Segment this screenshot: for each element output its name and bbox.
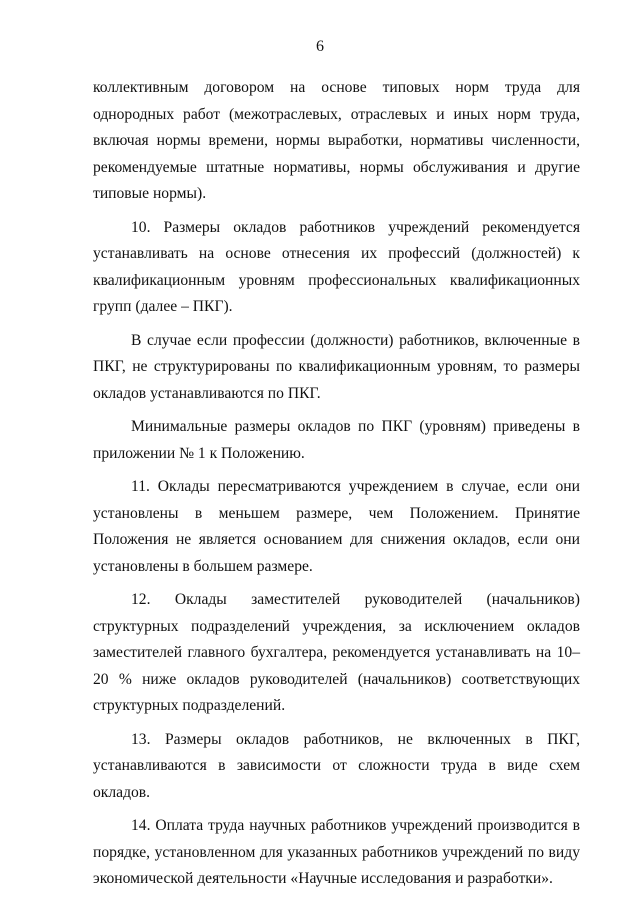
paragraph-10: 10. Размеры окладов работников учреждений рекомендуется устанавливать на основе отнесения их профессий (должностей) к квалификационным уровням профессиональных квалификационных групп (далее – ПКГ). [93,218,580,315]
paragraph-10-structure-note: В случае если профессии (должности) работников, включенные в ПКГ, не структурированы по квалификационным уровням, то размеры окладов устанавливаются по ПКГ. [93,331,580,402]
page-number: 6 [316,38,324,55]
paragraph-12: 12. Оклады заместителей руководителей (начальников) структурных подразделений учреждения, за исключением окладов заместителей главного бухгалтера, рекомендуется устанавливать на 10–20 % ниже окладов руководителей (начальников) соответствующих структурных подразделений. [93,591,580,714]
paragraph-10-appendix-ref: Минимальные размеры окладов по ПКГ (уровням) приведены в приложении № 1 к Положению. [93,418,580,462]
paragraph-13: 13. Размеры окладов работников, не включенных в ПКГ, устанавливаются в зависимости от сложности труда в виде схем окладов. [93,730,580,801]
document-body [93,75,580,900]
paragraph-14: 14. Оплата труда научных работников учреждений производится в порядке, установленном для указанных работников учреждений по виду экономической деятельности «Научные исследования и разработки». [93,817,580,887]
paragraph-11: 11. Оклады пересматриваются учреждением в случае, если они установлены в меньшем размере, чем Положением. Принятие Положения не является основанием для снижения окладов, если они установлены в большем размере. [93,478,580,575]
paragraph-continuation: коллективным договором на основе типовых норм труда для однородных работ (межотраслевых, отраслевых и иных норм труда, включая нормы времени, нормы выработки, нормативы численности, рекомендуемые штатные нормативы, нормы обслуживания и другие типовые нормы). [93,79,580,202]
